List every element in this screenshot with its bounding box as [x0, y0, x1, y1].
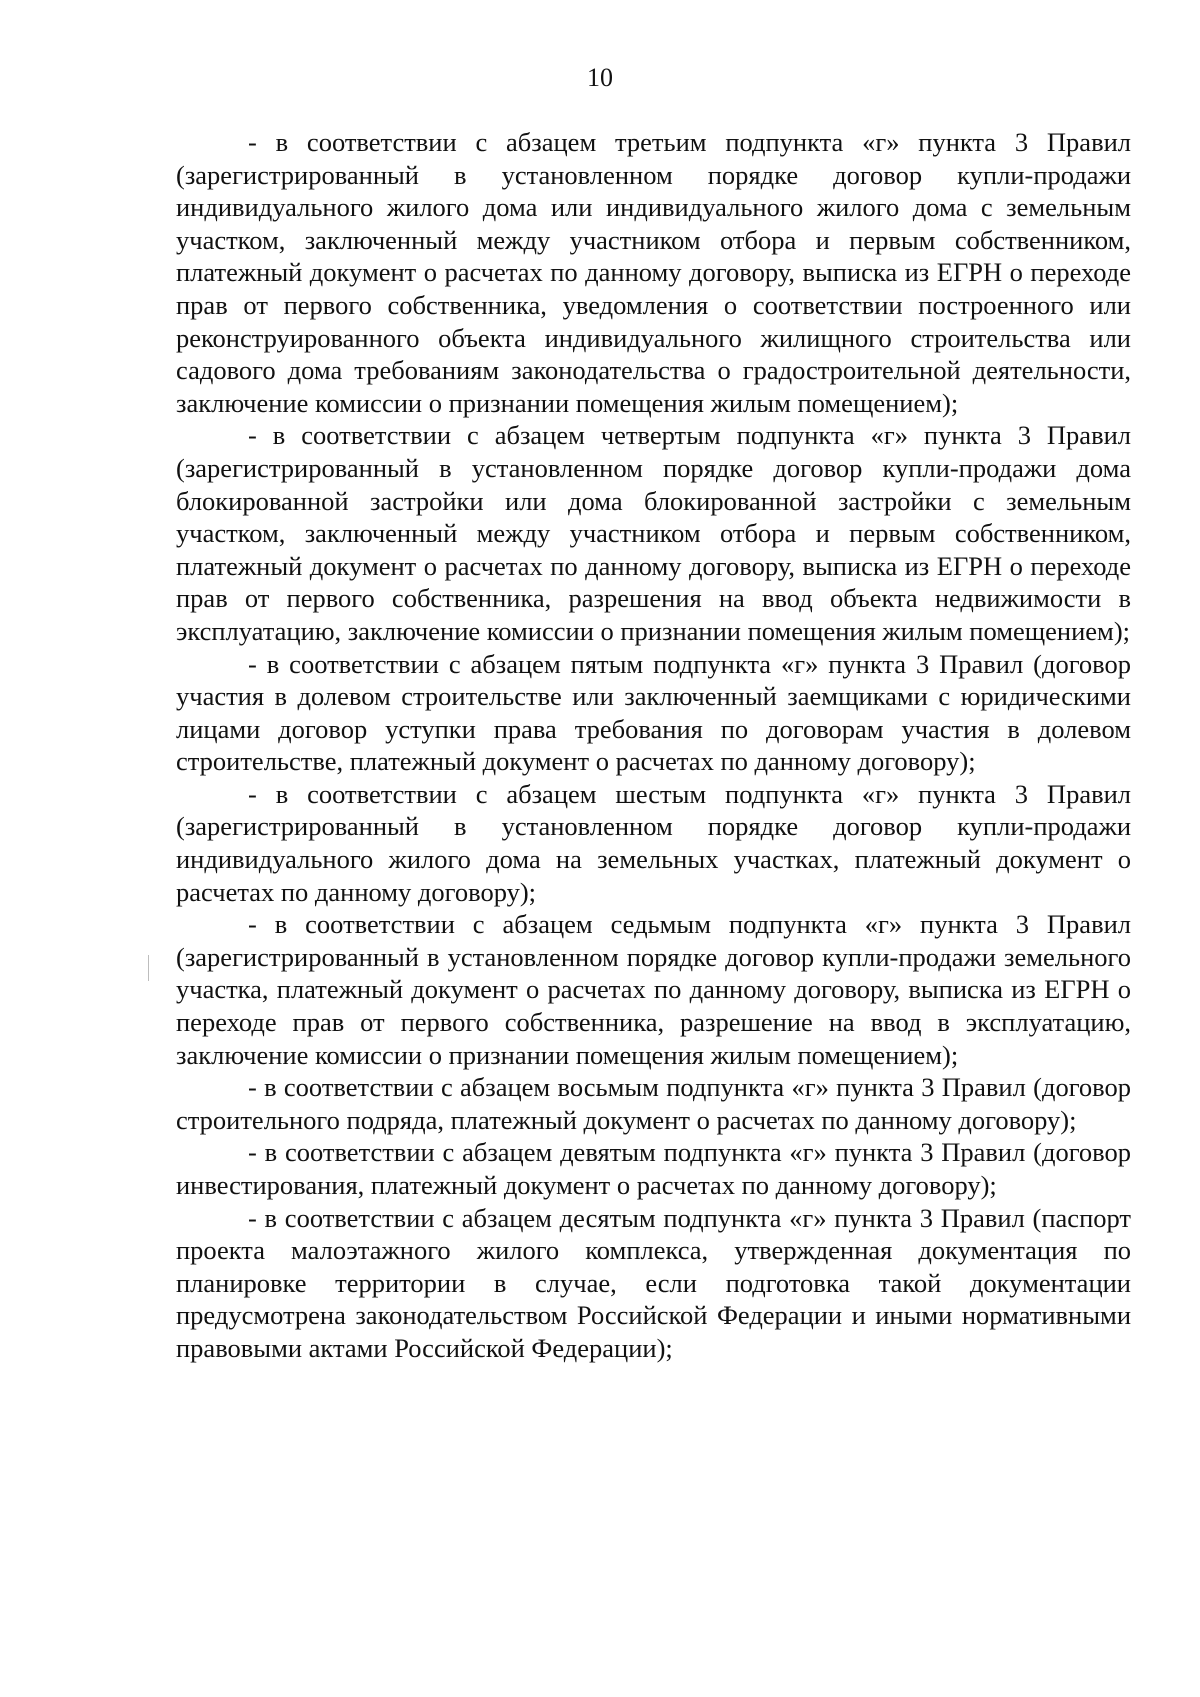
scan-artifact-line: [148, 955, 149, 981]
paragraph: - в соответствии с абзацем шестым подпункта «г» пункта 3 Правил (зарегистрированный в установленном порядке договор купли-продажи индивидуального жилого дома на земельных участках, платежный документ о расчетах по данному договору);: [176, 778, 1131, 907]
paragraph: - в соответствии с абзацем восьмым подпункта «г» пункта 3 Правил (договор строительного подряда, платежный документ о расчетах по данному договору);: [176, 1072, 1131, 1135]
paragraph: - в соответствии с абзацем седьмым подпункта «г» пункта 3 Правил (зарегистрированный в установленном порядке договор купли-продажи земельного участка, платежный документ о расчетах по данному договору, выписка из ЕГРН о переходе прав от первого собственника, разрешение на ввод в эксплуатацию, заключение комиссии о признании помещения жилым помещением);: [176, 909, 1131, 1070]
paragraph: - в соответствии с абзацем четвертым подпункта «г» пункта 3 Правил (зарегистрированный в установленном порядке договор купли-продажи дома блокированной застройки или дома блокированной застройки с земельным участком, заключенный между участником отбора и первым собственником, платежный документ о расчетах по данному договору, выписка из ЕГРН о переходе прав от первого собственника, разрешения на ввод объекта недвижимости в эксплуатацию, заключение комиссии о признании помещения жилым помещением);: [176, 420, 1131, 646]
paragraph: - в соответствии с абзацем девятым подпункта «г» пункта 3 Правил (договор инвестирования, платежный документ о расчетах по данному договору);: [176, 1137, 1131, 1200]
document-body: [176, 126, 1131, 1365]
paragraph: - в соответствии с абзацем десятым подпункта «г» пункта 3 Правил (паспорт проекта малоэтажного жилого комплекса, утвержденная документация по планировке территории в случае, если подготовка такой документации предусмотрена законодательством Российской Федерации и иными нормативными правовыми актами Российской Федерации);: [176, 1202, 1131, 1363]
page-number: 10: [587, 63, 613, 92]
paragraph: - в соответствии с абзацем пятым подпункта «г» пункта 3 Правил (договор участия в долевом строительстве или заключенный заемщиками с юридическими лицами договор уступки права требования по договорам участия в долевом строительстве, платежный документ о расчетах по данному договору);: [176, 648, 1131, 777]
paragraph: - в соответствии с абзацем третьим подпункта «г» пункта 3 Правил (зарегистрированный в установленном порядке договор купли-продажи индивидуального жилого дома или индивидуального жилого дома с земельным участком, заключенный между участником отбора и первым собственником, платежный документ о расчетах по данному договору, выписка из ЕГРН о переходе прав от первого собственника, уведомления о соответствии построенного или реконструированного объекта индивидуального жилищного строительства или садового дома требованиям законодательства о градостроительной деятельности, заключение комиссии о признании помещения жилым помещением);: [176, 127, 1131, 418]
